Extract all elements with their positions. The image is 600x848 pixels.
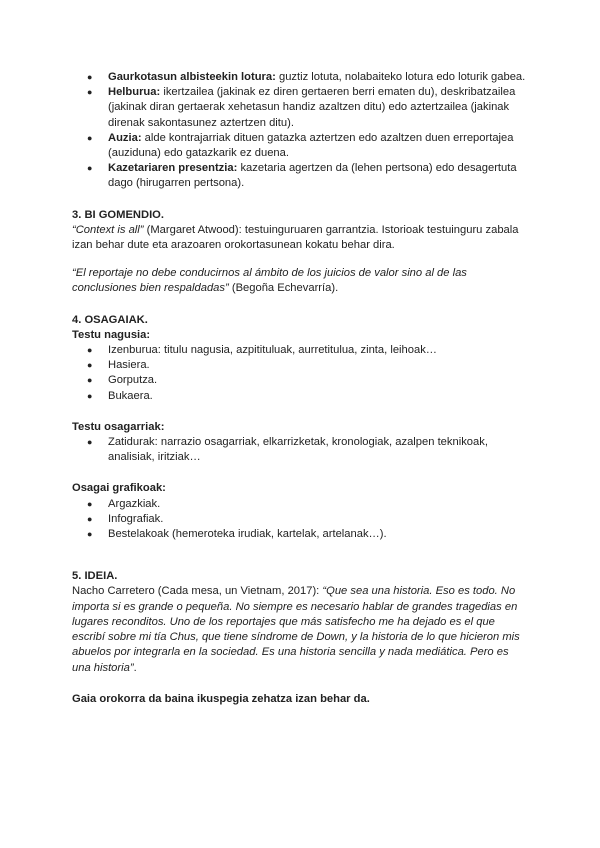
- bullet-icon: ●: [87, 375, 93, 386]
- list-item: ● Bestelakoak (hemeroteka irudiak, kartelak, artelanak…).: [72, 527, 528, 542]
- idea-paragraph: Nacho Carretero (Cada mesa, un Vietnam, 2017): “Que sea una historia. Eso es todo. No importa si es grande o pequeña. No siempre es necesario hablar de grandes tragedias en lugares reconditos. Uno de los reportajes que más satisfecho me ha dejado es el que escribí sobre mi tía Chus, que tiene síndrome de Down, y la historia de lo que hicieron mis abuelos por integrarla en la sociedad. Es una historia sencilla y nada mediática. Pero es una historia”.: [72, 585, 520, 674]
- quote-text: (Margaret Atwood): testuinguruaren garrantzia. Istorioak testuinguru zabala izan behar dute eta arazoaren orokortasunean kokatu behar dira.: [72, 223, 519, 252]
- list-item: [72, 85, 528, 131]
- section-heading-5: 5. IDEIA.: [72, 570, 118, 583]
- list-item: ● Infografiak.: [72, 512, 528, 527]
- idea-intro: Nacho Carretero (Cada mesa, un Vietnam, 2017):: [72, 585, 323, 598]
- list-item: [72, 131, 528, 161]
- conclusion: Gaia orokorra da baina ikuspegia zehatza izan behar da.: [72, 692, 370, 705]
- bullet-icon: ●: [87, 360, 93, 371]
- list-item: ● Zatidurak: narrazio osagarriak, elkarrizketak, kronologiak, azalpen teknikoak, analisiak, iritziak…: [87, 436, 488, 464]
- list-item: ● Gorputza.: [72, 373, 528, 388]
- list-item: ● Izenburua: titulu nagusia, azpitituluak, aurretitulua, zinta, leihoak…: [72, 343, 528, 358]
- main-text-list: [72, 343, 528, 404]
- bullet-icon: ●: [87, 345, 93, 356]
- list-item: ● Hasiera.: [72, 358, 528, 373]
- item-text: kazetaria agertzen da (lehen pertsona) edo desagertuta dago (hirugarren pertsona).: [108, 162, 517, 190]
- item-text: ikertzailea (jakinak ez diren gertaeren berri ematen du), deskribatzailea (jakinak diran gertaerak xehetasun handiz azaltzen ditu) edo aztertzailea (jakinak direnak sakontasunez aztertzen ditu).: [108, 86, 516, 129]
- item-term: Auzia:: [108, 131, 142, 144]
- list-item: ● Argazkiak.: [72, 497, 528, 512]
- quote-text: (Begoña Echevarría).: [228, 282, 339, 295]
- recommendation-2: [72, 266, 528, 296]
- item-term: Helburua:: [108, 86, 161, 99]
- item-term: Kazetariaren presentzia:: [108, 162, 238, 175]
- section-heading-4: 4. OSAGAIAK.: [72, 313, 148, 326]
- bullet-icon: ●: [87, 390, 93, 401]
- list-item: [72, 70, 528, 85]
- bullet-icon: ●: [87, 529, 93, 540]
- subheading-aux-text: Testu osagarriak:: [72, 420, 165, 433]
- list-item: ● Bukaera.: [72, 389, 528, 404]
- quote-italic: “El reportaje no debe conducirnos al ámbito de los juicios de valor sino al de las conclusiones bien respaldadas”: [72, 267, 467, 295]
- bullet-icon: ●: [87, 132, 93, 143]
- bullet-icon: ●: [87, 498, 93, 509]
- recommendation-1: [72, 223, 528, 253]
- bullet-icon: ●: [87, 437, 93, 448]
- item-term: Gaurkotasun albisteekin lotura:: [108, 71, 276, 83]
- aux-text-list: [72, 435, 528, 465]
- item-text: guztiz lotuta, nolabaiteko lotura edo loturik gabea.: [275, 71, 526, 83]
- bullet-icon: ●: [87, 87, 93, 98]
- graphic-list: [72, 497, 528, 543]
- bullet-icon: ●: [87, 163, 93, 174]
- classification-list: [72, 70, 528, 192]
- list-item: [72, 161, 528, 191]
- section-heading-3: 3. BI GOMENDIO.: [72, 208, 164, 221]
- idea-quote: “Que sea una historia. Eso es todo. No importa si es grande o pequeña. No siempre es necesario hablar de grandes tragedias en lugares reconditos. Uno de los reportajes que más satisfecho me ha dejado es el que escribí sobre mi tía Chus, que tiene síndrome de Down, y la historia de lo que hicieron mis abuelos por integrarla en la sociedad. Es una historia sencilla y nada mediática. Pero es una historia”: [72, 585, 520, 674]
- quote-italic: “Context is all”: [72, 223, 144, 236]
- bullet-icon: ●: [87, 72, 93, 82]
- subheading-main-text: Testu nagusia:: [72, 328, 151, 341]
- item-text: alde kontrajarriak dituen gatazka aztertzen edo azaltzen duen erreportajea (auziduna) edo gatazkarik ez duena.: [108, 131, 514, 160]
- subheading-graphic: Osagai grafikoak:: [72, 482, 166, 495]
- bullet-icon: ●: [87, 513, 93, 524]
